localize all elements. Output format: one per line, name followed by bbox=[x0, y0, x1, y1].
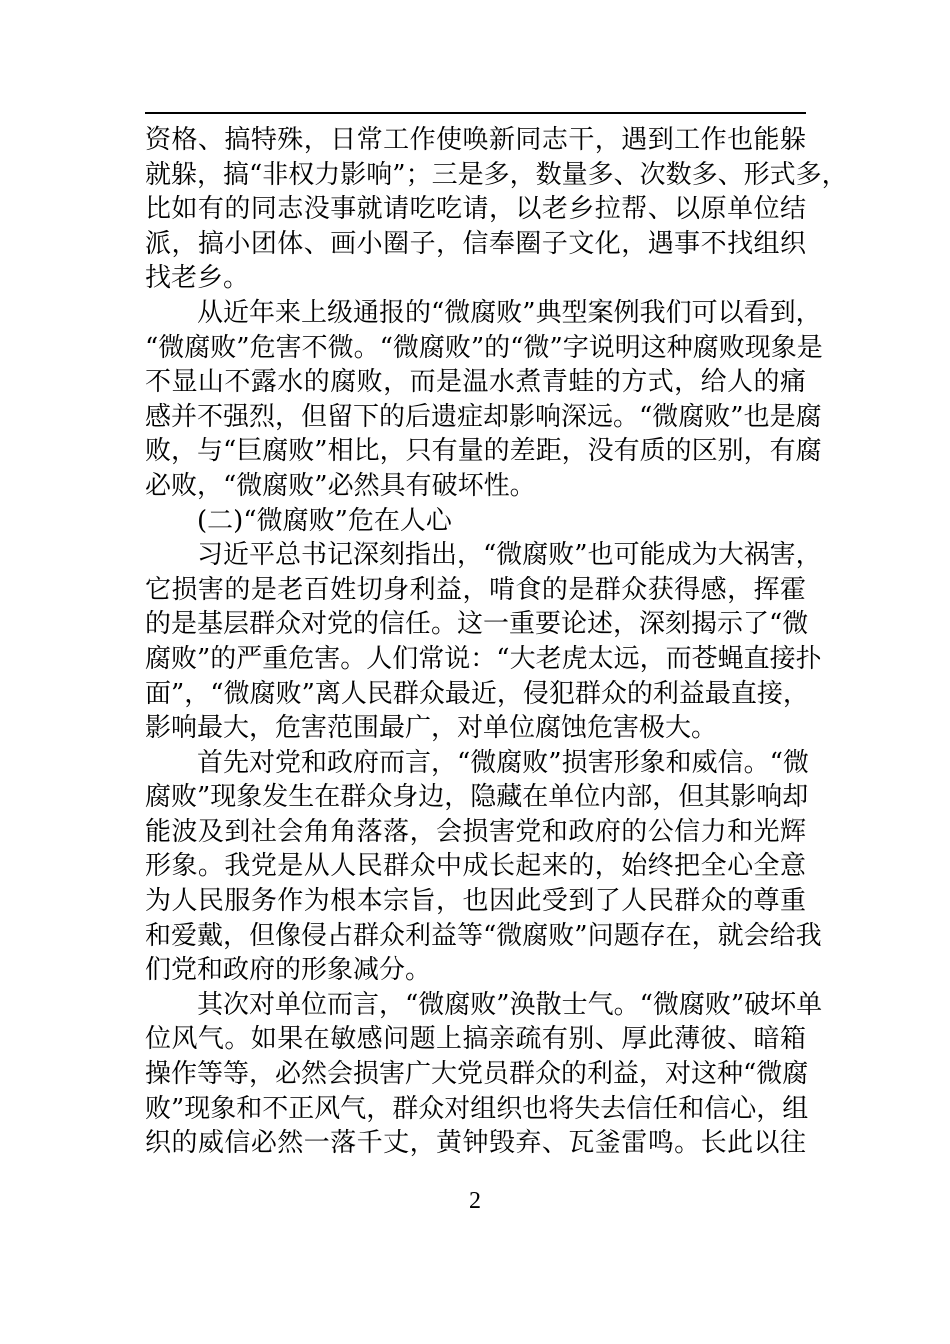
text-line: 腐败”现象发生在群众身边，隐藏在单位内部，但其影响却 bbox=[145, 782, 809, 813]
text-line: 败，与“巨腐败”相比，只有量的差距，没有质的区别，有腐 bbox=[145, 436, 822, 467]
text-line: 必败，“微腐败”必然具有破坏性。 bbox=[145, 470, 536, 501]
text-line: “微腐败”危害不微。“微腐败”的“微”字说明这种腐败现象是 bbox=[145, 332, 823, 363]
text-line: 资格、搞特殊，日常工作使唤新同志干，遇到工作也能躲 bbox=[145, 125, 806, 155]
text-line: 们党和政府的形象减分。 bbox=[145, 955, 432, 986]
section-heading: (二)“微腐败”危在人心 bbox=[197, 505, 452, 536]
text-line: 它损害的是老百姓切身利益，啃食的是群众获得感，挥霍 bbox=[145, 574, 806, 605]
text-line: 形象。我党是从人民群众中成长起来的，始终把全心全意 bbox=[145, 851, 806, 882]
text-line: 就躲，搞“非权力影响”；三是多，数量多、次数多、形式多， bbox=[145, 159, 848, 190]
text-line: 和爱戴，但像侵占群众利益等“微腐败”问题存在，就会给我 bbox=[145, 920, 822, 951]
text-line: 操作等等，必然会损害广大党员群众的利益，对这种“微腐 bbox=[145, 1059, 809, 1090]
body-text bbox=[145, 123, 848, 1161]
text-line: 败”现象和不正风气，群众对组织也将失去信任和信心，组 bbox=[145, 1093, 809, 1124]
text-line: 首先对党和政府而言，“微腐败”损害形象和威信。“微 bbox=[197, 747, 809, 778]
text-line: 感并不强烈，但留下的后遗症却影响深远。“微腐败”也是腐 bbox=[145, 401, 822, 432]
text-line: 面”，“微腐败”离人民群众最近，侵犯群众的利益最直接， bbox=[145, 678, 809, 709]
page-number: 2 bbox=[469, 1188, 481, 1214]
text-line: 位风气。如果在敏感问题上搞亲疏有别、厚此薄彼、暗箱 bbox=[145, 1024, 806, 1055]
text-line: 从近年来上级通报的“微腐败”典型案例我们可以看到， bbox=[197, 297, 822, 328]
text-line: 找老乡。 bbox=[145, 263, 250, 294]
text-line: 比如有的同志没事就请吃吃请，以老乡拉帮、以原单位结 bbox=[145, 194, 806, 225]
text-line: 影响最大，危害范围最广，对单位腐蚀危害极大。 bbox=[145, 713, 718, 744]
text-line: 织的威信必然一落千丈，黄钟毁弃、瓦釜雷鸣。长此以往 bbox=[145, 1128, 806, 1159]
text-line: 为人民服务作为根本宗旨，也因此受到了人民群众的尊重 bbox=[145, 886, 806, 917]
text-line: 派，搞小团体、画小圈子，信奉圈子文化，遇事不找组织 bbox=[145, 228, 806, 259]
header-rule bbox=[145, 112, 806, 114]
text-line: 不显山不露水的腐败，而是温水煮青蛙的方式，给人的痛 bbox=[145, 367, 806, 398]
text-line: 其次对单位而言，“微腐败”涣散士气。“微腐败”破坏单 bbox=[197, 989, 823, 1020]
text-line: 的是基层群众对党的信任。这一重要论述，深刻揭示了“微 bbox=[145, 609, 809, 640]
text-line: 能波及到社会角角落落，会损害党和政府的公信力和光辉 bbox=[145, 816, 806, 847]
text-line: 习近平总书记深刻指出，“微腐败”也可能成为大祸害， bbox=[197, 540, 822, 571]
text-line: 腐败”的严重危害。人们常说：“大老虎太远，而苍蝇直接扑 bbox=[145, 643, 822, 674]
